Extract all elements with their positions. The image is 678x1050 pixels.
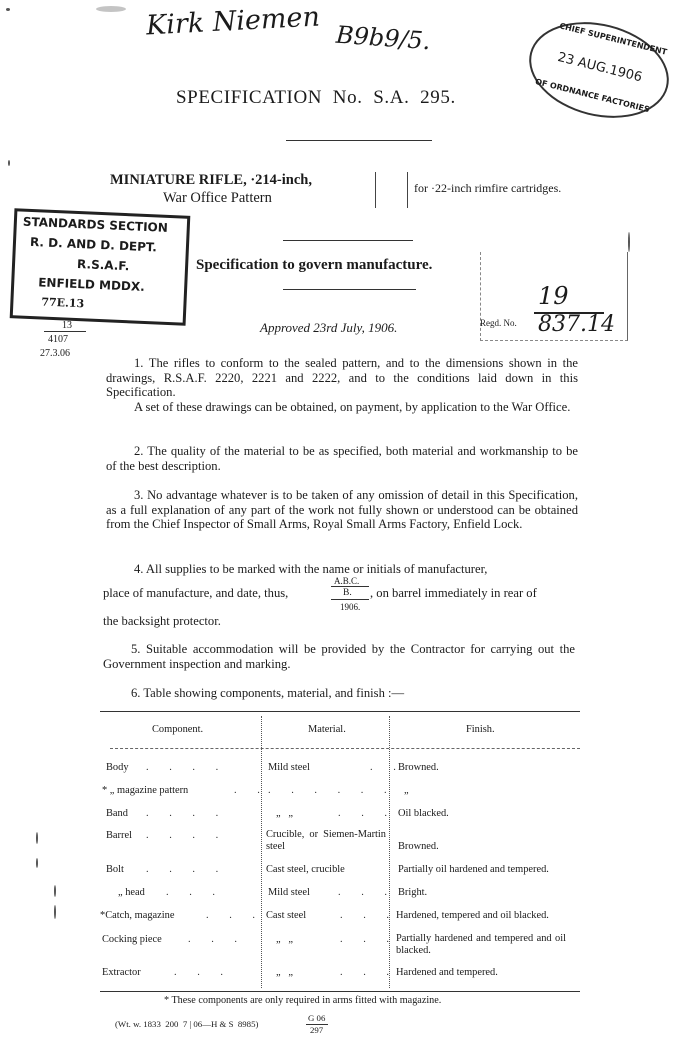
- register-number: 4107: [48, 334, 68, 345]
- register-label: Regd. No.: [480, 318, 517, 328]
- table-header-finish: Finish.: [466, 724, 495, 735]
- printer-code-bot: 297: [310, 1025, 324, 1035]
- divider: [534, 312, 604, 314]
- handwritten-number: 19: [538, 282, 569, 310]
- leader-dots: . . . . . .: [268, 785, 396, 796]
- leader-dots: . . .: [340, 934, 398, 945]
- finish-cell: Oil blacked.: [398, 808, 449, 819]
- scan-speck: [36, 832, 38, 844]
- stamp-line: R.S.A.F.: [76, 257, 130, 274]
- material-cell: Cast steel: [266, 910, 307, 921]
- column-divider: [261, 716, 263, 988]
- paragraph-text: place of manufacture, and date, thus,: [103, 586, 289, 600]
- mark-example-bot: 1906.: [340, 602, 361, 612]
- scan-speck: [54, 885, 56, 897]
- finish-cell: Browned.: [398, 762, 439, 773]
- divider: [286, 140, 432, 141]
- register-date: 27.3.06: [40, 348, 70, 359]
- scan-speck: [36, 858, 38, 868]
- paragraph-2: [106, 444, 578, 473]
- component-cell: Band: [106, 808, 128, 819]
- leader-dots: . . .: [338, 808, 396, 819]
- component-cell: Bolt: [106, 864, 124, 875]
- handwritten-note: Kirk Niemen: [145, 1, 321, 42]
- component-cell: *Catch, magazine: [100, 910, 175, 921]
- paragraph-4: [106, 562, 578, 577]
- scan-speck: [54, 905, 56, 919]
- leader-dots: . . . .: [146, 808, 228, 819]
- printer-line: (Wt. w. 1833 200 7 | 06—H & S 8985): [115, 1019, 259, 1029]
- leader-dots: . . .: [188, 934, 246, 945]
- fraction-bar: [331, 586, 369, 587]
- stamp-bottom-text: OF ORDNANCE FACTORIES: [534, 77, 651, 115]
- divider: [283, 240, 413, 241]
- stamp-line: STANDARDS SECTION: [22, 214, 169, 235]
- mark-example-mid: B.: [343, 588, 352, 598]
- leader-dots: . . . .: [146, 830, 228, 841]
- table-bottom-rule: [100, 991, 580, 992]
- handwritten-number: 837.14: [538, 312, 615, 337]
- paragraph-text: , on barrel immediately in rear of: [370, 586, 537, 600]
- bracket-line: [407, 172, 408, 208]
- component-cell: Barrel: [106, 830, 132, 841]
- table-header-material: Material.: [308, 724, 346, 735]
- component-cell: „ head: [118, 887, 145, 898]
- material-cell: Mild steel: [268, 887, 310, 898]
- component-cell: Extractor: [102, 967, 141, 978]
- printer-code-top: G 06: [308, 1013, 326, 1023]
- material-cell: „ „: [276, 934, 294, 945]
- stamp-date: 23 AUG.1906: [556, 49, 644, 86]
- ordnance-factories-stamp: [519, 8, 678, 132]
- finish-cell: Partially oil hardened and tempered.: [398, 864, 549, 875]
- component-cell: * „ magazine pattern: [102, 785, 189, 796]
- stamp-number: 77E.13: [41, 295, 85, 311]
- finish-cell: Partially hardened and tempered and oil blacked.: [396, 933, 566, 956]
- approval-date: Approved 23rd July, 1906.: [260, 320, 398, 335]
- leader-dots: . . . .: [146, 762, 228, 773]
- paragraph-text: the backsight protector.: [103, 614, 221, 628]
- leader-dots: . . .: [338, 887, 396, 898]
- header-rule: [110, 748, 580, 749]
- bracket-line: [375, 172, 376, 208]
- mark-example-top: A.B.C.: [334, 576, 360, 586]
- standards-section-stamp: [10, 208, 191, 326]
- material-cell: Cast steel, crucible: [266, 864, 345, 875]
- table-header-component: Component.: [152, 724, 204, 735]
- table-top-rule: [100, 711, 580, 712]
- scan-speck: [628, 232, 630, 252]
- leader-dots: . . .: [166, 887, 224, 898]
- finish-cell: Hardened and tempered.: [396, 967, 498, 978]
- paragraph-1: [106, 356, 578, 414]
- paragraph-text: 5. Suitable accommodation will be provided by the Contractor for carrying out the Government inspection and marking.: [103, 642, 575, 671]
- leader-dots: . . .: [340, 967, 398, 978]
- material-cell: „ „: [276, 967, 294, 978]
- finish-cell: Bright.: [398, 887, 428, 898]
- paragraph-3: [106, 488, 578, 532]
- divider: [283, 289, 416, 290]
- component-cell: Cocking piece: [102, 934, 162, 945]
- leader-dots: . .: [370, 762, 405, 773]
- stamp-top-text: CHIEF SUPERINTENDENT: [558, 21, 668, 57]
- paragraph-text: 4. All supplies to be marked with the name or initials of manufacturer,: [134, 562, 488, 576]
- paragraph-text: 2. The quality of the material to be as specified, both material and workmanship to be of the best description.: [106, 444, 578, 473]
- item-pattern: War Office Pattern: [163, 190, 272, 206]
- material-cell: Mild steel: [268, 762, 310, 773]
- paragraph-6: 6. Table showing components, material, and finish :—: [131, 686, 405, 700]
- stamp-line: R. D. AND D. DEPT.: [29, 234, 158, 255]
- item-name: MINIATURE RIFLE, ·214-inch,: [110, 172, 312, 188]
- column-divider: [389, 716, 391, 988]
- cartridge-note: for ·22-inch rimfire cartridges.: [414, 181, 562, 195]
- leader-dots: . . .: [206, 910, 264, 921]
- paragraph-5: [103, 642, 575, 671]
- leader-dots: . . .: [174, 967, 232, 978]
- register-number: 13: [62, 320, 72, 331]
- finish-cell: Hardened, tempered and oil blacked.: [396, 910, 549, 921]
- leader-dots: . .: [234, 785, 269, 796]
- paragraph-text: A set of these drawings can be obtained, on payment, by application to the War Office.: [134, 399, 571, 414]
- finish-cell: „: [404, 785, 409, 796]
- scan-speck: [6, 8, 10, 11]
- stamp-line: ENFIELD MDDX.: [37, 275, 146, 294]
- handwritten-reference: B9b9/5.: [335, 20, 432, 56]
- document-title: SPECIFICATION No. S.A. 295.: [176, 87, 456, 108]
- scan-speck: [8, 160, 10, 166]
- scan-speck: [96, 6, 126, 12]
- material-cell: Crucible, or Siemen-Martin steel: [266, 829, 386, 852]
- component-cell: Body: [106, 762, 129, 773]
- divider: [44, 331, 86, 332]
- fraction-bar: [331, 599, 369, 600]
- paragraph-text: 1. The rifles to conform to the sealed pattern, and to the dimensions shown in the drawings, R.S.A.F. 2220, 2221 and 2222, and to the conditions laid down in this Specification.: [106, 356, 578, 400]
- leader-dots: . . . .: [146, 864, 228, 875]
- material-cell: „ „: [276, 808, 294, 819]
- finish-cell: Browned.: [398, 841, 439, 852]
- leader-dots: . . .: [340, 910, 398, 921]
- paragraph-text: 3. No advantage whatever is to be taken of any omission of detail in this Specification, as a full explanation of any part of the work not fully shown or understood can be obtained from the Chief Inspector of Small Arms, Royal Small Arms Factory, Enfield Lock.: [106, 488, 578, 532]
- document-subtitle: Specification to govern manufacture.: [196, 257, 433, 273]
- table-footnote: * These components are only required in arms fitted with magazine.: [164, 995, 442, 1006]
